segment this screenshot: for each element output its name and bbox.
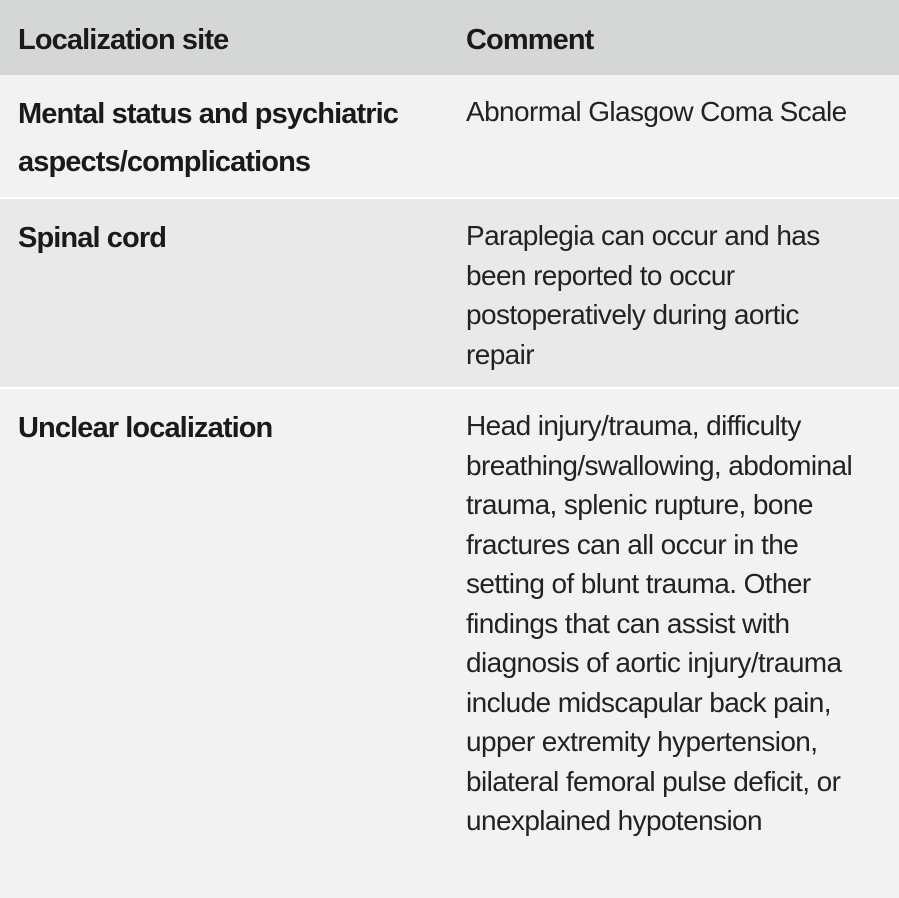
header-localization-site: Localization site: [18, 24, 229, 56]
row-site-cell: Unclear localization: [18, 412, 273, 444]
row-divider: [0, 387, 899, 389]
row-comment-cell: Head injury/trauma, difficulty breathing/swallowing, abdominal trauma, splenic rupture, bone fractures can all occur in the setting of blunt trauma. Other findings that can assist with diagnosis of aortic injury/trauma include midscapular back pain, upper extremity hypertension, bilateral femoral pulse deficit, or unexplained hypotension: [466, 410, 853, 836]
row-site-cell: Spinal cord: [18, 222, 167, 254]
header-comment: Comment: [466, 24, 594, 56]
row-comment-cell: Abnormal Glasgow Coma Scale: [466, 96, 847, 127]
table-row: [0, 75, 899, 199]
row-comment-cell: Paraplegia can occur and has been reported to occur postoperatively during aortic repair: [466, 220, 820, 370]
table-row: [0, 199, 899, 389]
row-site-cell: Mental status and psychiatric aspects/complications: [18, 98, 399, 178]
table-row: [0, 389, 899, 898]
table-header-row: [0, 0, 899, 75]
row-divider: [0, 197, 899, 199]
